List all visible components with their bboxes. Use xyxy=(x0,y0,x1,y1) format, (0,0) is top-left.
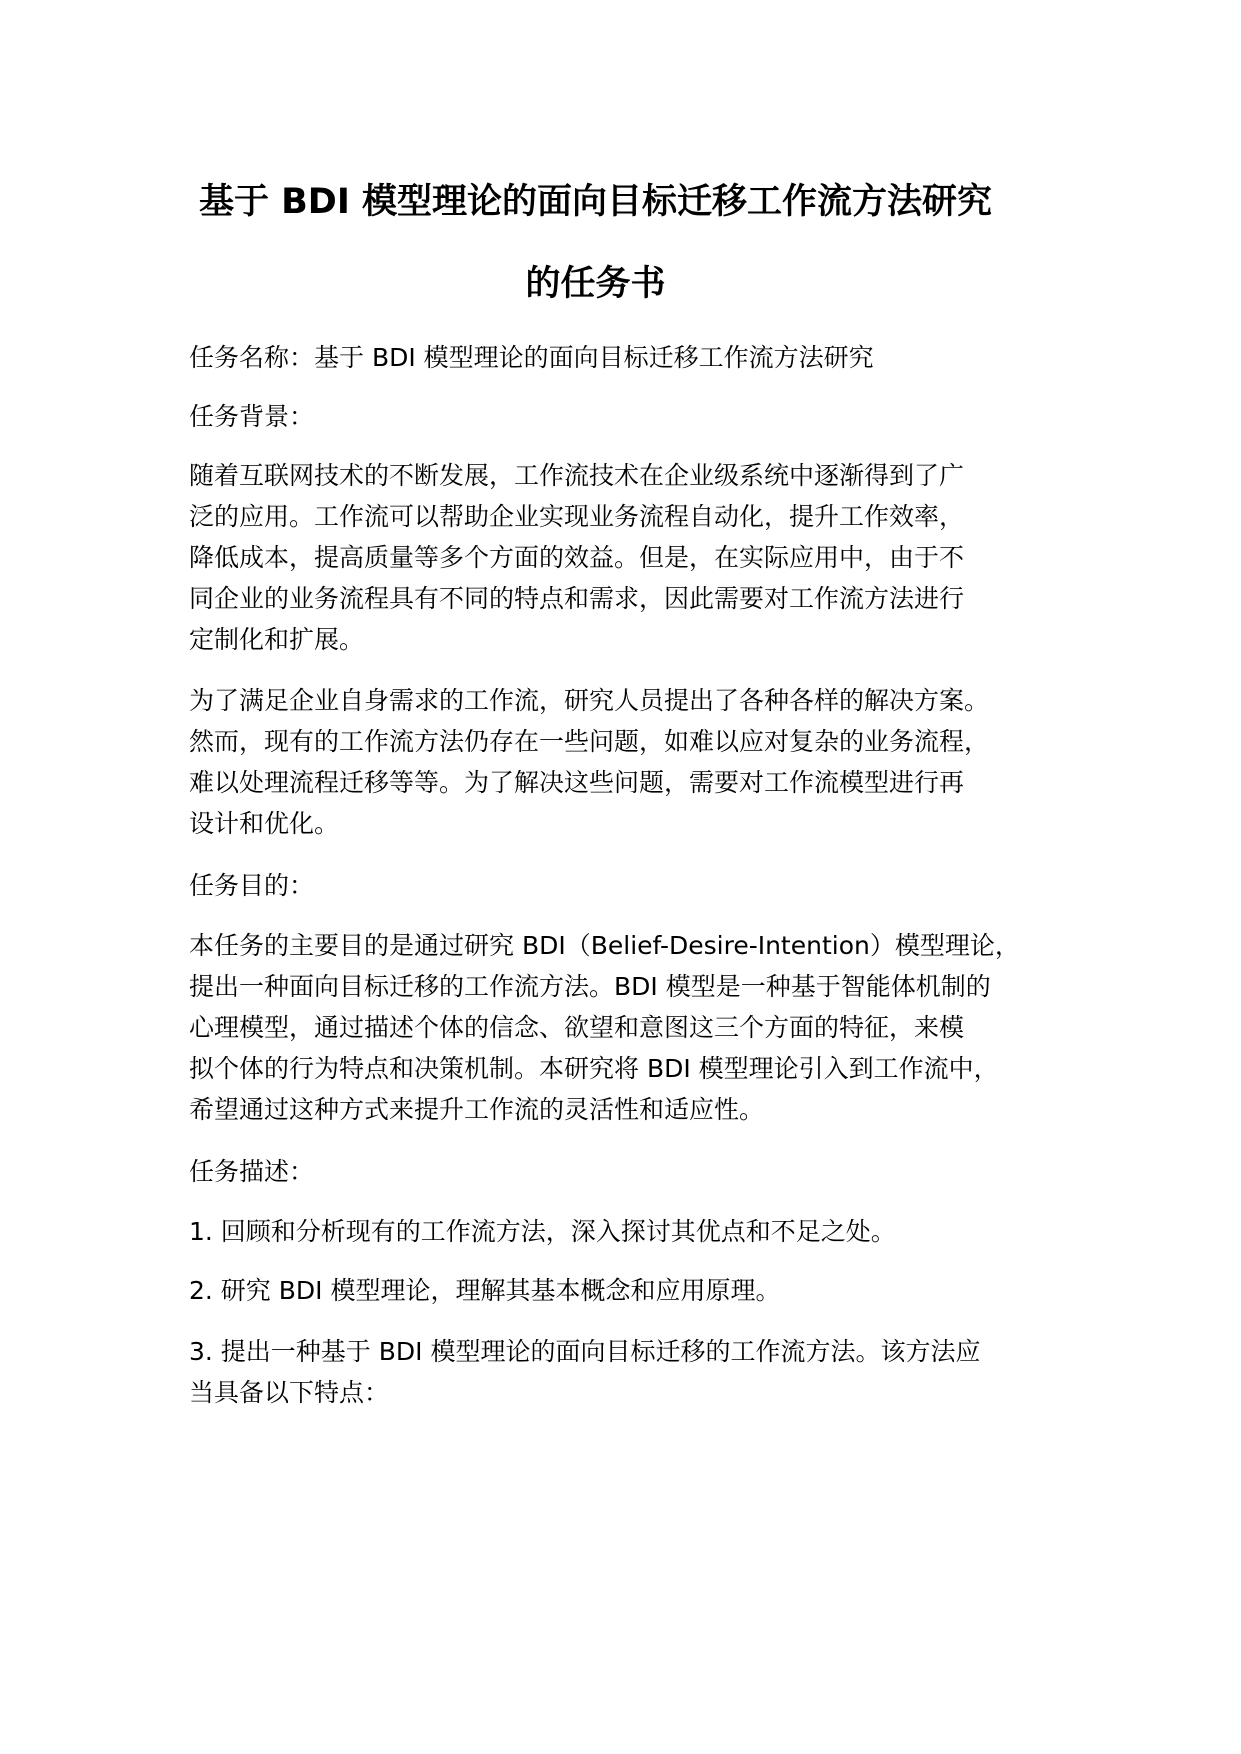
paragraph-line: 随着互联网技术的不断发展，工作流技术在企业级系统中逐渐得到了广 xyxy=(189,461,965,490)
list-item: 当具备以下特点： xyxy=(189,1378,390,1407)
paragraph-line: 降低成本，提高质量等多个方面的效益。但是，在实际应用中，由于不 xyxy=(189,543,965,572)
paragraph-line: 设计和优化。 xyxy=(189,809,340,838)
paragraph-line: 拟个体的行为特点和决策机制。本研究将 BDI 模型理论引入到工作流中， xyxy=(189,1054,999,1083)
paragraph-line: 希望通过这种方式来提升工作流的灵活性和适应性。 xyxy=(189,1095,765,1124)
paragraph-line: 同企业的业务流程具有不同的特点和需求，因此需要对工作流方法进行 xyxy=(189,584,965,613)
paragraph-line: 心理模型，通过描述个体的信念、欲望和意图这三个方面的特征，来模 xyxy=(189,1013,965,1042)
document-title-line-2: 的任务书 xyxy=(525,264,666,304)
background-heading: 任务背景： xyxy=(189,402,315,431)
list-item: 3. 提出一种基于 BDI 模型理论的面向目标迁移的工作流方法。该方法应 xyxy=(189,1337,981,1366)
paragraph-line: 为了满足企业自身需求的工作流，研究人员提出了各种各样的解决方案。 xyxy=(189,686,990,715)
list-item: 2. 研究 BDI 模型理论，理解其基本概念和应用原理。 xyxy=(189,1276,781,1305)
paragraph-line: 提出一种面向目标迁移的工作流方法。BDI 模型是一种基于智能体机制的 xyxy=(189,972,991,1001)
paragraph-line: 定制化和扩展。 xyxy=(189,625,365,654)
description-heading: 任务描述： xyxy=(189,1157,315,1186)
list-item: 1. 回顾和分析现有的工作流方法，深入探讨其优点和不足之处。 xyxy=(189,1217,896,1246)
paragraph-line: 泛的应用。工作流可以帮助企业实现业务流程自动化，提升工作效率， xyxy=(189,502,965,531)
paragraph-line: 难以处理流程迁移等等。为了解决这些问题，需要对工作流模型进行再 xyxy=(189,768,965,797)
paragraph-line: 本任务的主要目的是通过研究 BDI（Belief-Desire-Intention）模型理论， xyxy=(189,931,1020,960)
task-name-line: 任务名称：基于 BDI 模型理论的面向目标迁移工作流方法研究 xyxy=(189,343,874,372)
document-title-line-1: 基于 BDI 模型理论的面向目标迁移工作流方法研究 xyxy=(198,182,993,222)
paragraph-line: 然而，现有的工作流方法仍存在一些问题，如难以应对复杂的业务流程， xyxy=(189,727,990,756)
objective-heading: 任务目的： xyxy=(189,871,315,900)
